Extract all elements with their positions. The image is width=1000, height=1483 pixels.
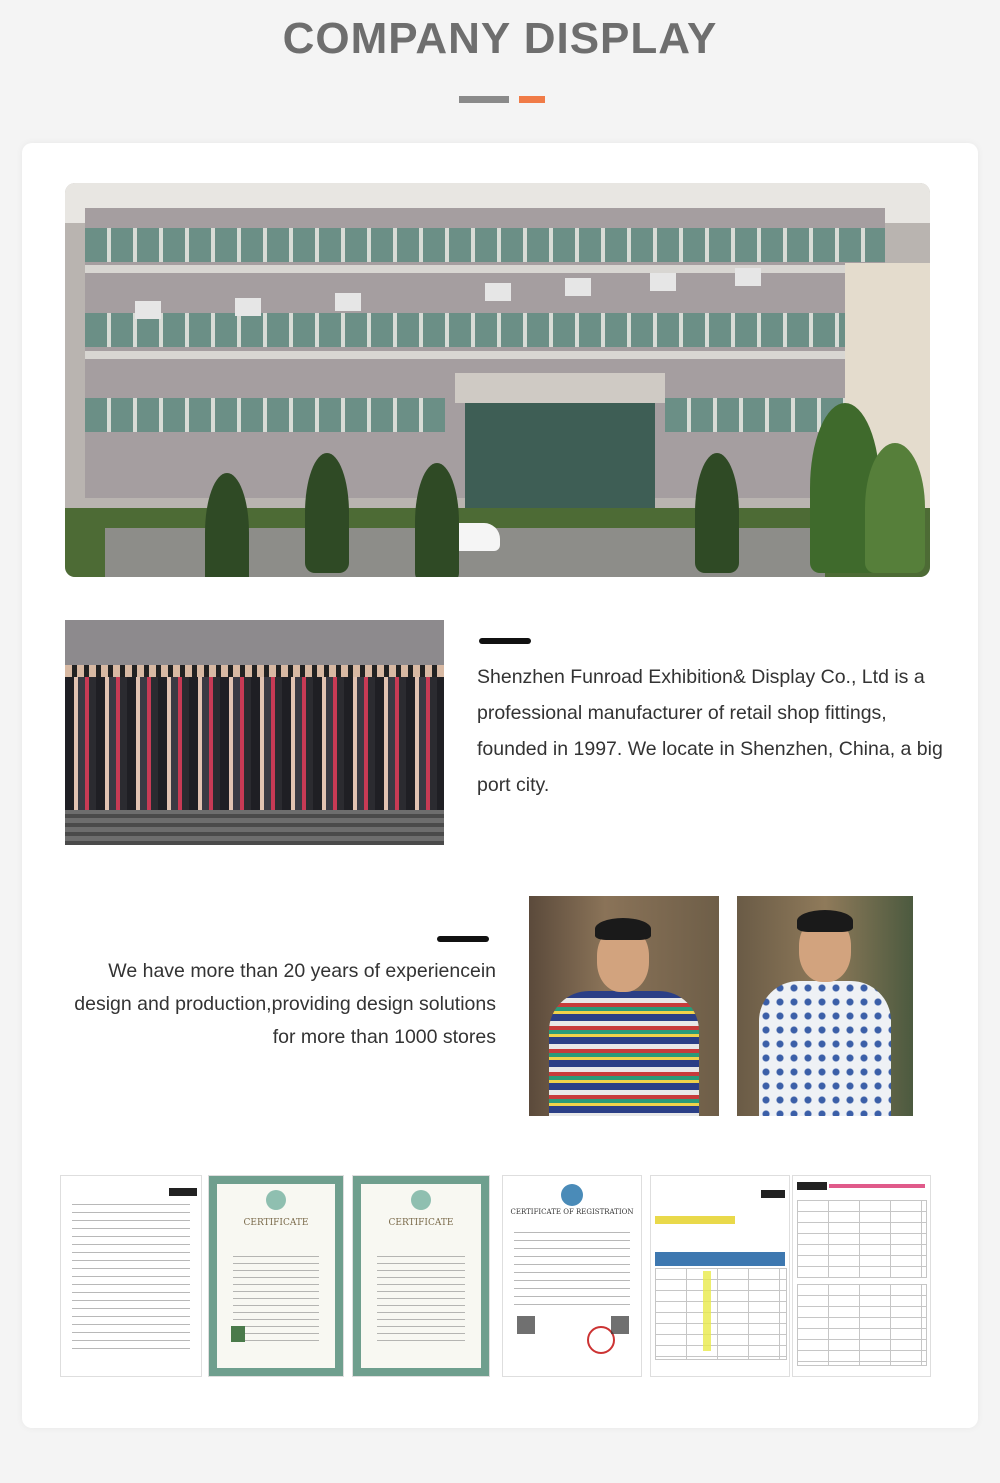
- factory-building-photo: [65, 183, 930, 577]
- section-dash-2: [437, 936, 489, 942]
- title-divider-accent: [519, 96, 545, 103]
- certificate-heading: CERTIFICATE: [388, 1218, 454, 1228]
- section-dash-1: [479, 638, 531, 644]
- staff-portrait-1: [529, 896, 719, 1116]
- certificate-heading: CERTIFICATE: [243, 1218, 309, 1228]
- certificate-ests-1: [208, 1175, 344, 1377]
- certificate-ests-2: [352, 1175, 490, 1377]
- title-divider-gray: [459, 96, 509, 103]
- page-title: COMPANY DISPLAY: [282, 14, 718, 63]
- certificate-registration: [502, 1175, 642, 1377]
- certificate-smeta: [792, 1175, 931, 1377]
- certificate-loreal-audit: [60, 1175, 202, 1377]
- experience-text: We have more than 20 years of experiencein design and production,providing design solutions for more than 1000 stores: [74, 960, 496, 1048]
- registration-heading: CERTIFICATE OF REGISTRATION: [510, 1208, 634, 1216]
- team-group-photo: [65, 620, 444, 845]
- certificate-social-audit: [650, 1175, 790, 1377]
- company-intro-text: Shenzhen Funroad Exhibition& Display Co., Ltd is a professional manufacturer of retail shop fittings, founded in 1997. We locate in Shenzhen, China, a big port city.: [477, 666, 943, 796]
- staff-portrait-2: [737, 896, 913, 1116]
